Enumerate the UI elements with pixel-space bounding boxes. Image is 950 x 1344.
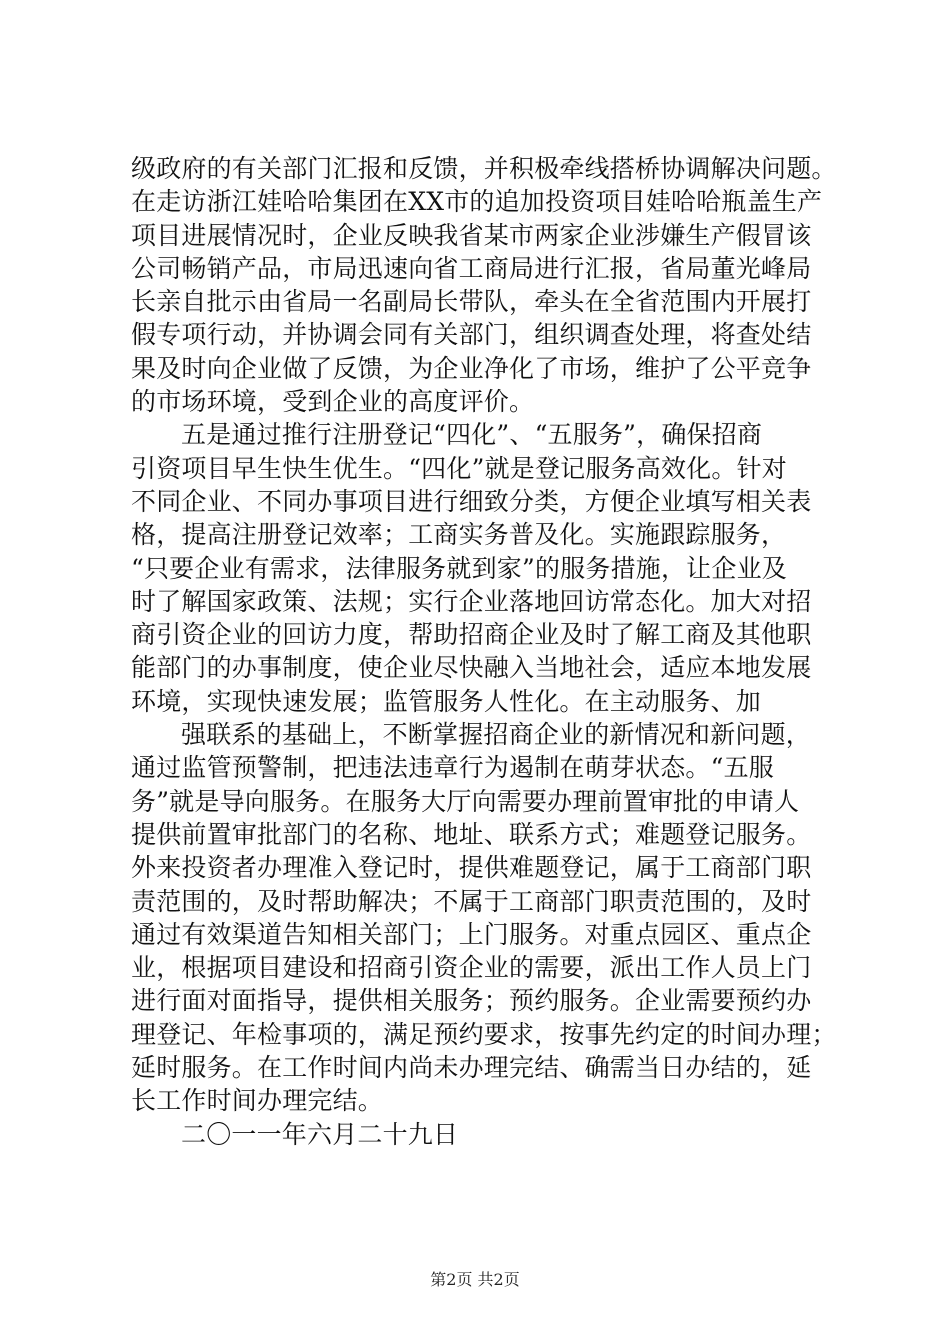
text-line: 引资项目早生快生优生。“四化”就是登记服务高效化。针对 — [131, 453, 787, 483]
text-line: 理登记、年检事项的，满足预约要求，按事先约定的时间办理； — [131, 1019, 837, 1049]
text-line: 果及时向企业做了反馈，为企业净化了市场，维护了公平竞争 — [131, 353, 812, 383]
text-line: 延时服务。在工作时间内尚未办理完结、确需当日办结的，延 — [131, 1053, 812, 1083]
document-body — [131, 152, 837, 1151]
text-line: “只要企业有需求，法律服务就到家”的服务措施，让企业及 — [131, 553, 787, 583]
page-number-footer: 第2页 共2页 — [430, 1270, 520, 1289]
text-line: 时了解国家政策、法规；实行企业落地回访常态化。加大对招 — [131, 586, 812, 616]
text-line: 外来投资者办理准入登记时，提供难题登记，属于工商部门职 — [131, 853, 812, 883]
text-line: 级政府的有关部门汇报和反馈，并积极牵线搭桥协调解决问题。 — [131, 154, 837, 183]
text-line: 业，根据项目建设和招商引资企业的需要，派出工作人员上门 — [131, 953, 812, 983]
text-line: 提供前置审批部门的名称、地址、联系方式；难题登记服务。 — [131, 819, 812, 849]
text-line: 通过有效渠道告知相关部门；上门服务。对重点园区、重点企 — [131, 919, 812, 949]
text-line: 假专项行动，并协调会同有关部门，组织调查处理，将查处结 — [131, 320, 812, 350]
text-line: 能部门的办事制度，使企业尽快融入当地社会，适应本地发展 — [131, 653, 812, 683]
text-line: 务”就是导向服务。在服务大厅向需要办理前置审批的申请人 — [131, 786, 800, 816]
text-line: 进行面对面指导，提供相关服务；预约服务。企业需要预约办 — [131, 986, 812, 1016]
text-line: 不同企业、不同办事项目进行细致分类，方便企业填写相关表 — [131, 486, 812, 516]
text-line: 责范围的，及时帮助解决；不属于工商部门职责范围的，及时 — [131, 886, 812, 916]
text-line: 在走访浙江娃哈哈集团在XX市的追加投资项目娃哈哈瓶盖生产 — [131, 187, 823, 217]
text-line: 长工作时间办理完结。 — [131, 1086, 384, 1116]
text-line: 通过监管预警制，把违法违章行为遏制在萌芽状态。“五服 — [131, 753, 774, 783]
text-line: 环境，实现快速发展；监管服务人性化。在主动服务、加 — [131, 686, 762, 716]
date-line: 二〇一一年六月二十九日 — [181, 1119, 459, 1149]
text-line: 公司畅销产品，市局迅速向省工商局进行汇报，省局董光峰局 — [131, 253, 812, 283]
text-line: 商引资企业的回访力度，帮助招商企业及时了解工商及其他职 — [131, 620, 812, 650]
text-line: 项目进展情况时，企业反映我省某市两家企业涉嫌生产假冒该 — [131, 220, 812, 250]
text-line: 的市场环境，受到企业的高度评价。 — [131, 387, 535, 417]
text-line: 五是通过推行注册登记“四化”、“五服务”，确保招商 — [181, 420, 763, 450]
text-line: 格，提高注册登记效率；工商实务普及化。实施跟踪服务， — [131, 520, 787, 550]
text-line: 强联系的基础上，不断掌握招商企业的新情况和新问题， — [181, 720, 812, 750]
text-line: 长亲自批示由省局一名副局长带队，牵头在全省范围内开展打 — [131, 287, 812, 317]
